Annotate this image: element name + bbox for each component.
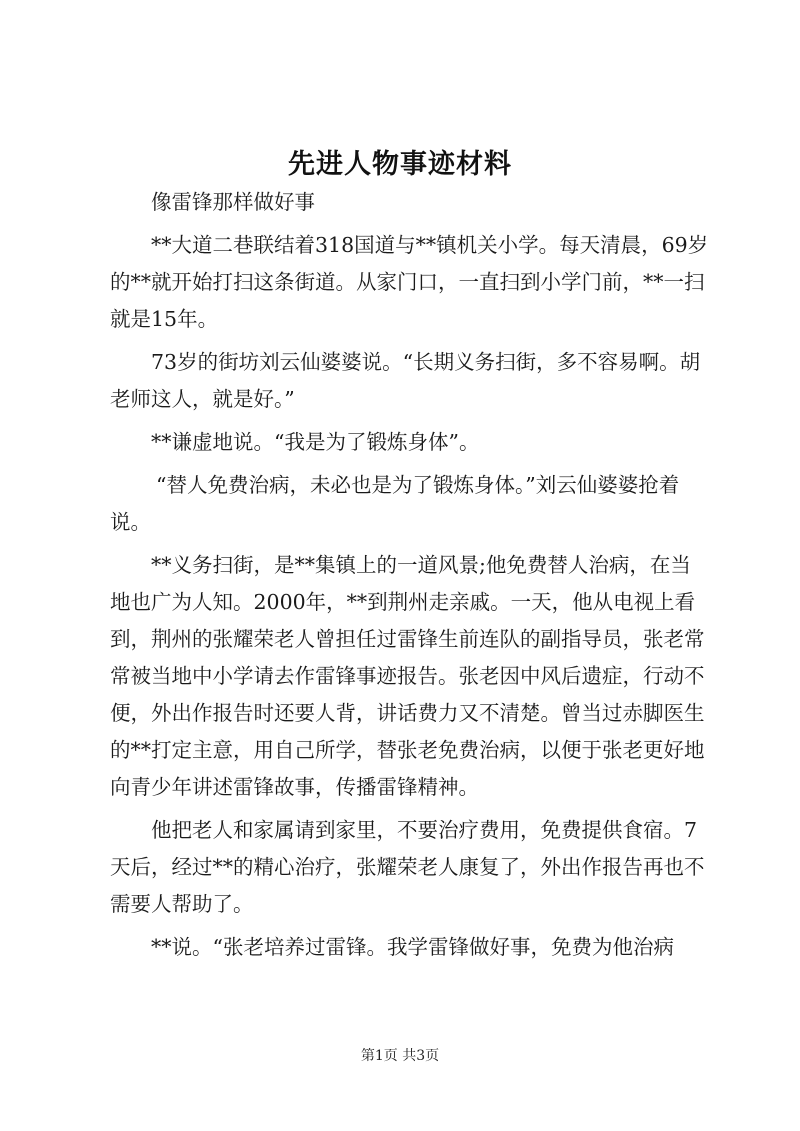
paragraph: 他把老人和家属请到家里，不要治疗费用，免费提供食宿。7天后，经过**的精心治疗，张耀荣老人康复了，外出作报告再也不需要人帮助了。 [110, 818, 705, 916]
paragraph: **谦虚地说。“我是为了锻炼身体”。 [151, 430, 480, 454]
paragraph-subtitle: 像雷锋那样做好事 [151, 190, 315, 214]
paragraph: **说。“张老培养过雷锋。我学雷锋做好事，免费为他治病 [151, 935, 674, 959]
paragraph: 73岁的街坊刘云仙婆婆说。“长期义务扫街，多不容易啊。胡老师这人，就是好。” [110, 350, 701, 411]
document-title: 先进人物事迹材料 [288, 149, 512, 180]
document-body [110, 184, 710, 972]
paragraph: **大道二巷联结着318国道与**镇机关小学。每天清晨，69岁的**就开始打扫这条街道。从家门口，一直扫到小学门前，**一扫就是15年。 [110, 233, 709, 331]
paragraph: “替人免费治病，未必也是为了锻炼身体。”刘云仙婆婆抢着说。 [110, 473, 680, 534]
paragraph: **义务扫街，是**集镇上的一道风景;他免费替人治病，在当地也广为人知。2000年，**到荆州走亲戚。一天，他从电视上看到，荆州的张耀荣老人曾担任过雷锋生前连队的副指导员，张老常常被当地中小学请去作雷锋事迹报告。张老因中风后遗症，行动不便，外出作报告时还要人背，讲话费力又不清楚。曾当过赤脚医生的**打定主意，用自己所学，替张老免费治病，以便于张老更好地向青少年讲述雷锋故事，传播雷锋精神。 [110, 553, 705, 799]
page-number-footer: 第1页 共3页 [360, 1048, 440, 1064]
